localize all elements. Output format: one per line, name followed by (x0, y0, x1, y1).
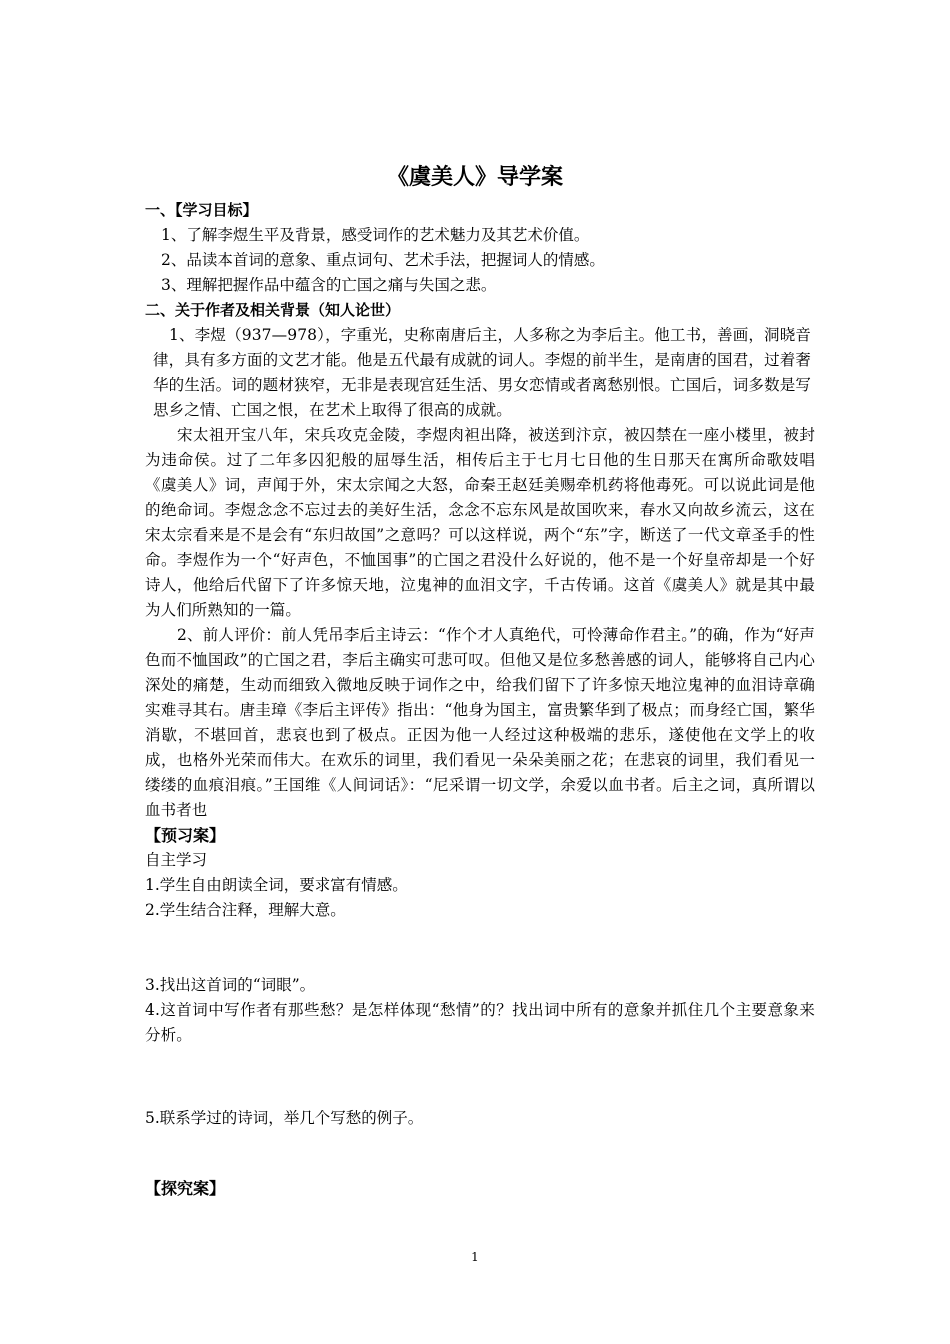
background-paragraph: 1、李煜（937—978），字重光，史称南唐后主，人多称之为李后主。他工书，善画，洞晓音律，具有多方面的文艺才能。他是五代最有成就的词人。李煜的前半生，是南唐的国君，过着奢华的生活。词的题材狭窄，无非是表现宫廷生活、男女恋情或者离愁别恨。亡国后，词多数是写思乡之情、亡国之恨，在艺术上取得了很高的成就。 (153, 326, 811, 419)
goal-item: 3、理解把握作品中蕴含的亡国之痛与失国之悲。 (161, 276, 497, 294)
answer-space (145, 1048, 815, 1106)
section-heading-background: 二、关于作者及相关背景（知人论世） (145, 301, 401, 319)
page-number: 1 (471, 1250, 479, 1264)
answer-space (145, 1131, 815, 1176)
preview-item: 2.学生结合注释，理解大意。 (145, 901, 346, 919)
preview-item: 4.这首词中写作者有那些愁？是怎样体现“愁情”的？找出词中所有的意象并抓住几个主要意象来分析。 (145, 1001, 815, 1044)
section-heading-explore: 【探究案】 (145, 1179, 226, 1198)
goal-item: 2、品读本首词的意象、重点词句、艺术手法，把握词人的情感。 (161, 251, 605, 269)
preview-item: 5.联系学过的诗词，举几个写愁的例子。 (145, 1109, 424, 1127)
preview-item: 3.找出这首词的“词眼”。 (145, 976, 316, 994)
document-title: 《虞美人》导学案 (386, 165, 563, 190)
section-heading-preview: 【预习案】 (145, 826, 226, 845)
section-heading-goals: 一、【学习目标】 (145, 201, 258, 219)
preview-item: 1.学生自由朗读全词，要求富有情感。 (145, 876, 408, 894)
background-paragraph: 宋太祖开宝八年，宋兵攻克金陵，李煜肉袒出降，被送到汴京，被囚禁在一座小楼里，被封为违命侯。过了二年多囚犯般的屈辱生活，相传后主于七月七日他的生日那天在寓所命歌妓唱《虞美人》词，声闻于外，宋太宗闻之大怒，命秦王赵廷美赐牵机药将他毒死。可以说此词是他的绝命词。李煜念念不忘过去的美好生活，念念不忘东风是故国吹来，春水又向故乡流云，这在宋太宗看来是不是会有“东归故国”之意吗？可以这样说，两个“东”字，断送了一代文章圣手的性命。李煜作为一个“好声色，不恤国事”的亡国之君没什么好说的，他不是一个好皇帝却是一个好诗人，他给后代留下了许多惊天地，泣鬼神的血泪文字，千古传诵。这首《虞美人》就是其中最为人们所熟知的一篇。 (145, 426, 815, 619)
preview-subheading: 自主学习 (145, 851, 208, 869)
background-paragraph: 2、前人评价：前人凭吊李后主诗云：“作个才人真绝代，可怜薄命作君主。”的确，作为“好声色而不恤国政”的亡国之君，李后主确实可悲可叹。但他又是位多愁善感的词人，能够将自己内心深处的痛楚，生动而细致入微地反映于词作之中，给我们留下了许多惊天地泣鬼神的血泪诗章确实难寻其右。唐圭璋《李后主评传》指出：“他身为国主，富贵繁华到了极点；而身经亡国，繁华消歇，不堪回首，悲哀也到了极点。正因为他一人经过这种极端的悲乐，遂使他在文学上的收成，也格外光荣而伟大。在欢乐的词里，我们看见一朵朵美丽之花；在悲哀的词里，我们看见一缕缕的血痕泪痕。”王国维《人间词话》：“尼采谓一切文学，余爱以血书者。后主之词，真所谓以血书者也 (145, 626, 815, 819)
goal-item: 1、了解李煜生平及背景，感受词作的艺术魅力及其艺术价值。 (161, 226, 590, 244)
answer-space (145, 923, 815, 973)
document-body (145, 198, 815, 1201)
